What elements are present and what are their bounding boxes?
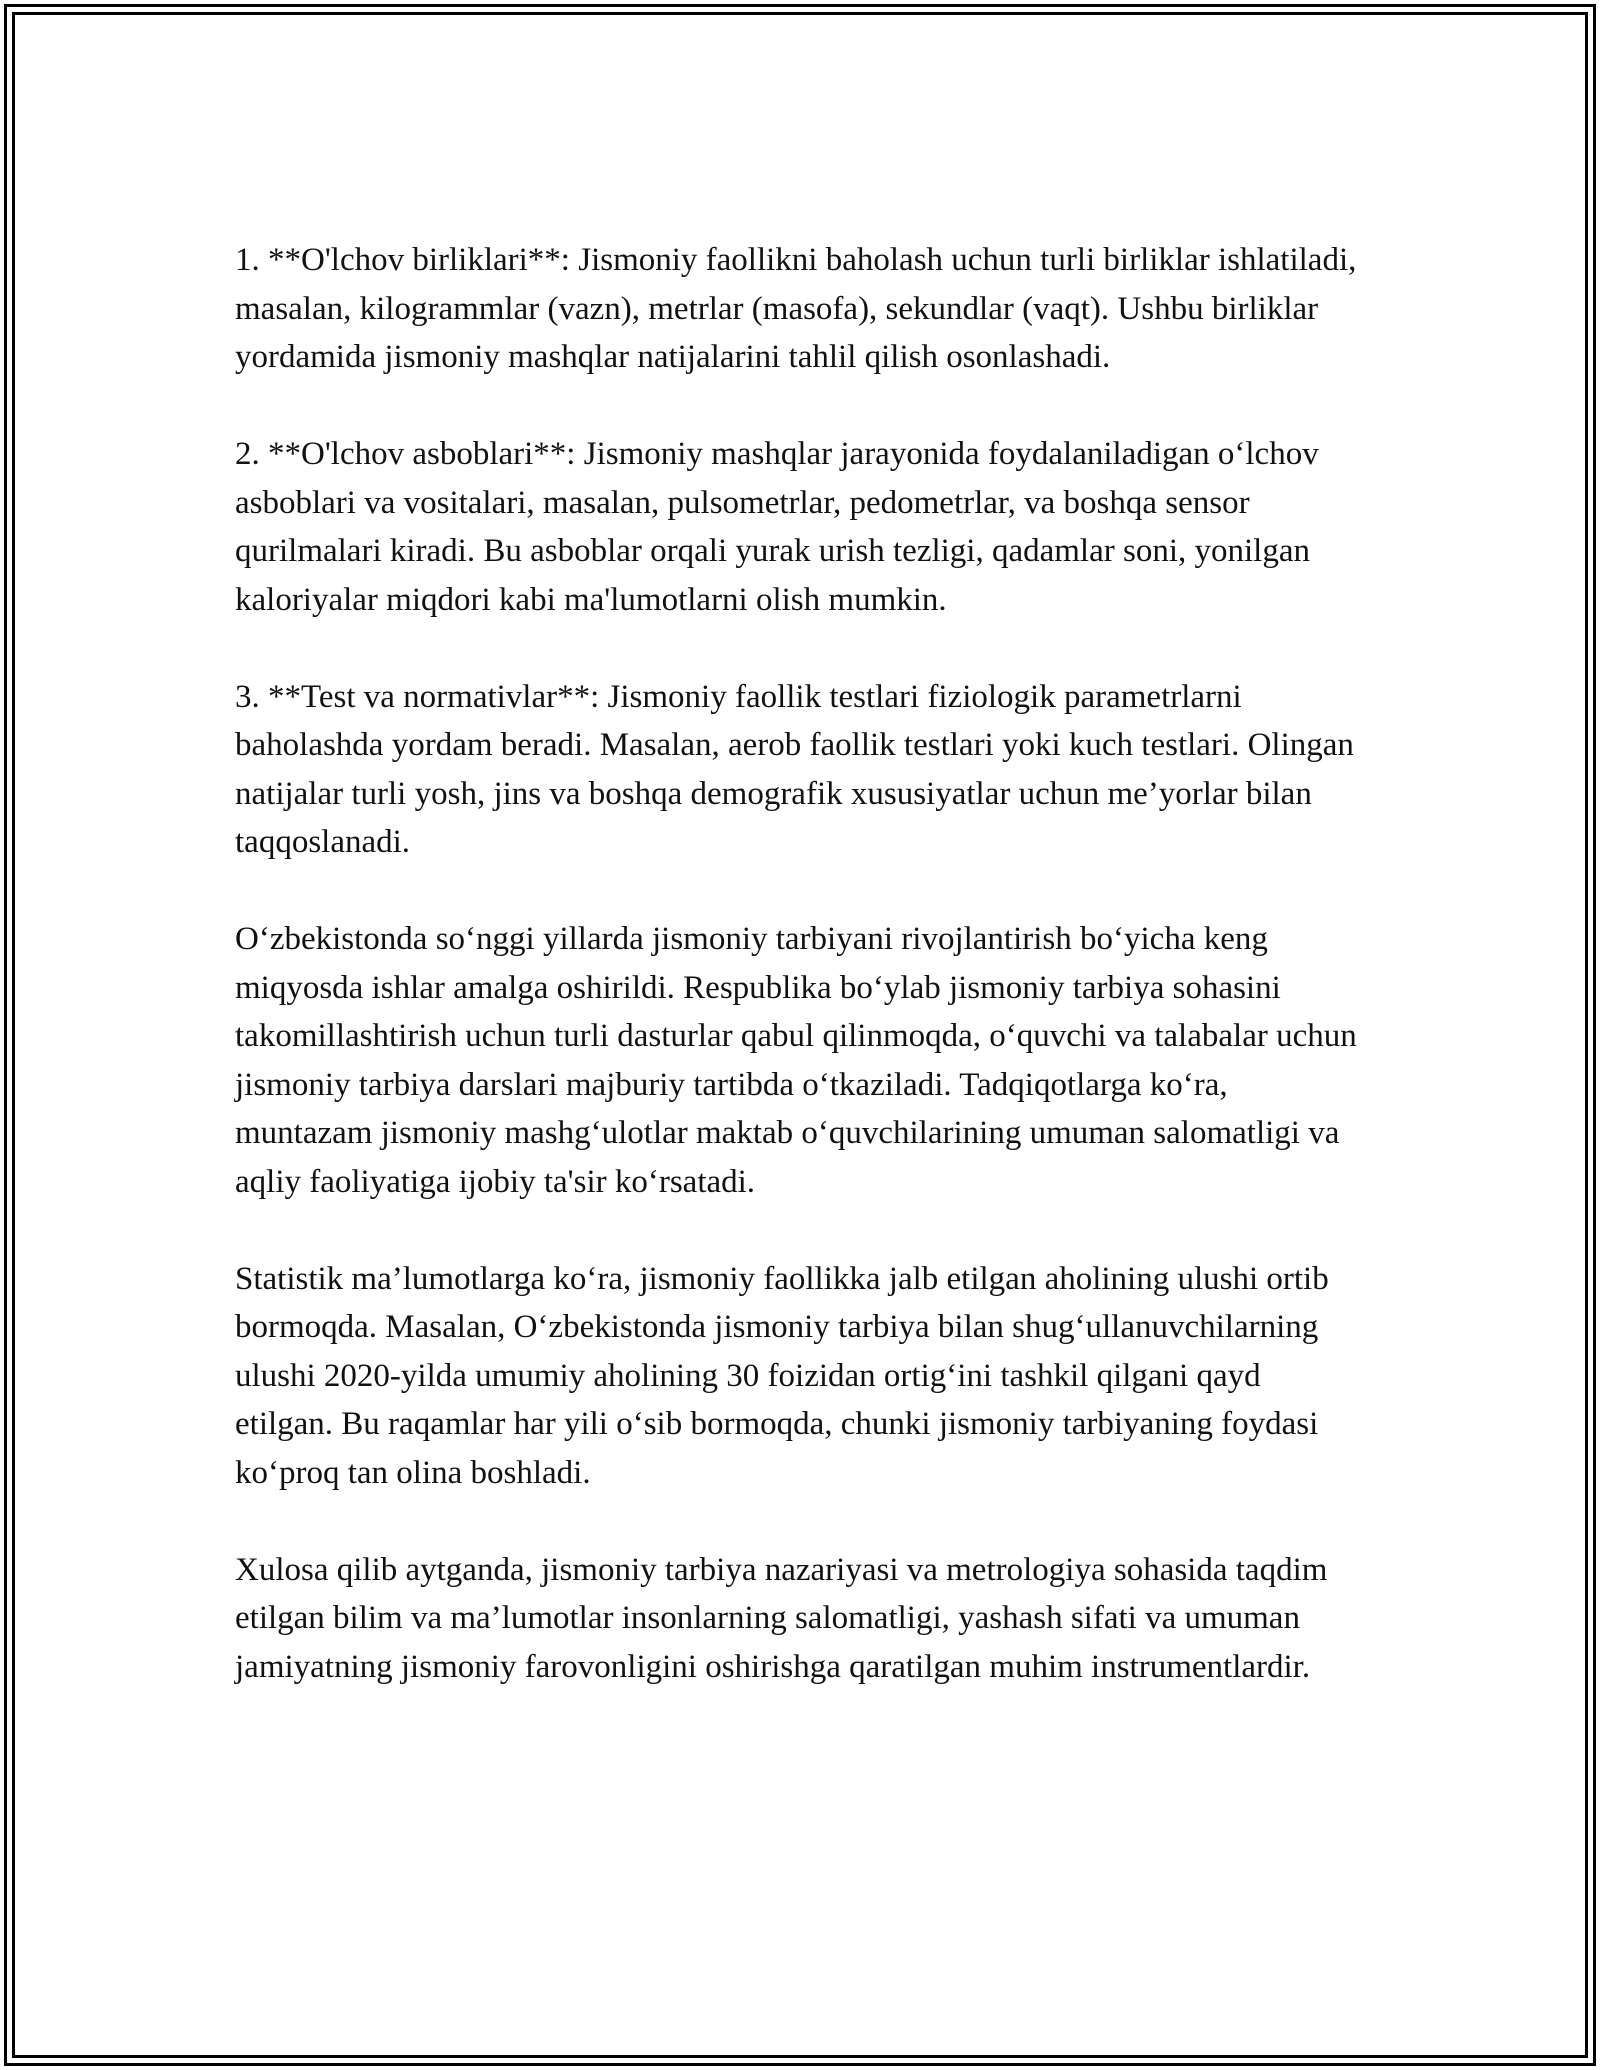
- document-body: [235, 236, 1365, 1740]
- paragraph-xulosa: Xulosa qilib aytganda, jismoniy tarbiya nazariyasi va metrologiya sohasida taqdim etilgan bilim va ma’lumotlar insonlarning salomatligi, yashash sifati va umuman jamiyatning jismoniy farovonligini oshirishga qaratilgan muhim instrumentlardir.: [235, 1551, 1328, 1685]
- paragraph-test-va-normativlar: 3. **Test va normativlar**: Jismoniy faollik testlari fiziologik parametrlarni baholashda yordam beradi. Masalan, aerob faollik testlari yoki kuch testlari. Olingan natijalar turli yosh, jins va boshqa demografik xususiyatlar uchun me’yorlar bilan taqqoslanadi.: [235, 678, 1354, 860]
- paragraph-olchov-asboblari: 2. **O'lchov asboblari**: Jismoniy mashqlar jarayonida foydalaniladigan o‘lchov asboblari va vositalari, masalan, pulsometrlar, pedometrlar, va boshqa sensor qurilmalari kiradi. Bu asboblar orqali yurak urish tezligi, qadamlar soni, yonilgan kaloriyalar miqdori kabi ma'lumotlarni olish mumkin.: [235, 436, 1319, 618]
- paragraph-ozbekistonda: O‘zbekistonda so‘nggi yillarda jismoniy tarbiyani rivojlantirish bo‘yicha keng miqyosda ishlar amalga oshirildi. Respublika bo‘ylab jismoniy tarbiya sohasini takomillashtirish uchun turli dasturlar qabul qilinmoqda, o‘quvchi va talabalar uchun jismoniy tarbiya darslari majburiy tartibda o‘tkaziladi. Tadqiqotlarga ko‘ra, muntazam jismoniy mashg‘ulotlar maktab o‘quvchilarining umuman salomatligi va aqliy faoliyatiga ijobiy ta'sir ko‘rsatadi.: [235, 921, 1357, 1200]
- paragraph-olchov-birliklari: 1. **O'lchov birliklari**: Jismoniy faollikni baholash uchun turli birliklar ishlatiladi, masalan, kilogrammlar (vazn), metrlar (masofa), sekundlar (vaqt). Ushbu birliklar yordamida jismoniy mashqlar natijalarini tahlil qilish osonlashadi.: [235, 242, 1357, 375]
- paragraph-statistik-malumotlar: Statistik ma’lumotlarga ko‘ra, jismoniy faollikka jalb etilgan aholining ulushi ortib bormoqda. Masalan, O‘zbekistonda jismoniy tarbiya bilan shug‘ullanuvchilarning ulushi 2020-yilda umumiy aholining 30 foizidan ortig‘ini tashkil qilgani qayd etilgan. Bu raqamlar har yili o‘sib bormoqda, chunki jismoniy tarbiyaning foydasi ko‘proq tan olina boshladi.: [235, 1260, 1329, 1491]
